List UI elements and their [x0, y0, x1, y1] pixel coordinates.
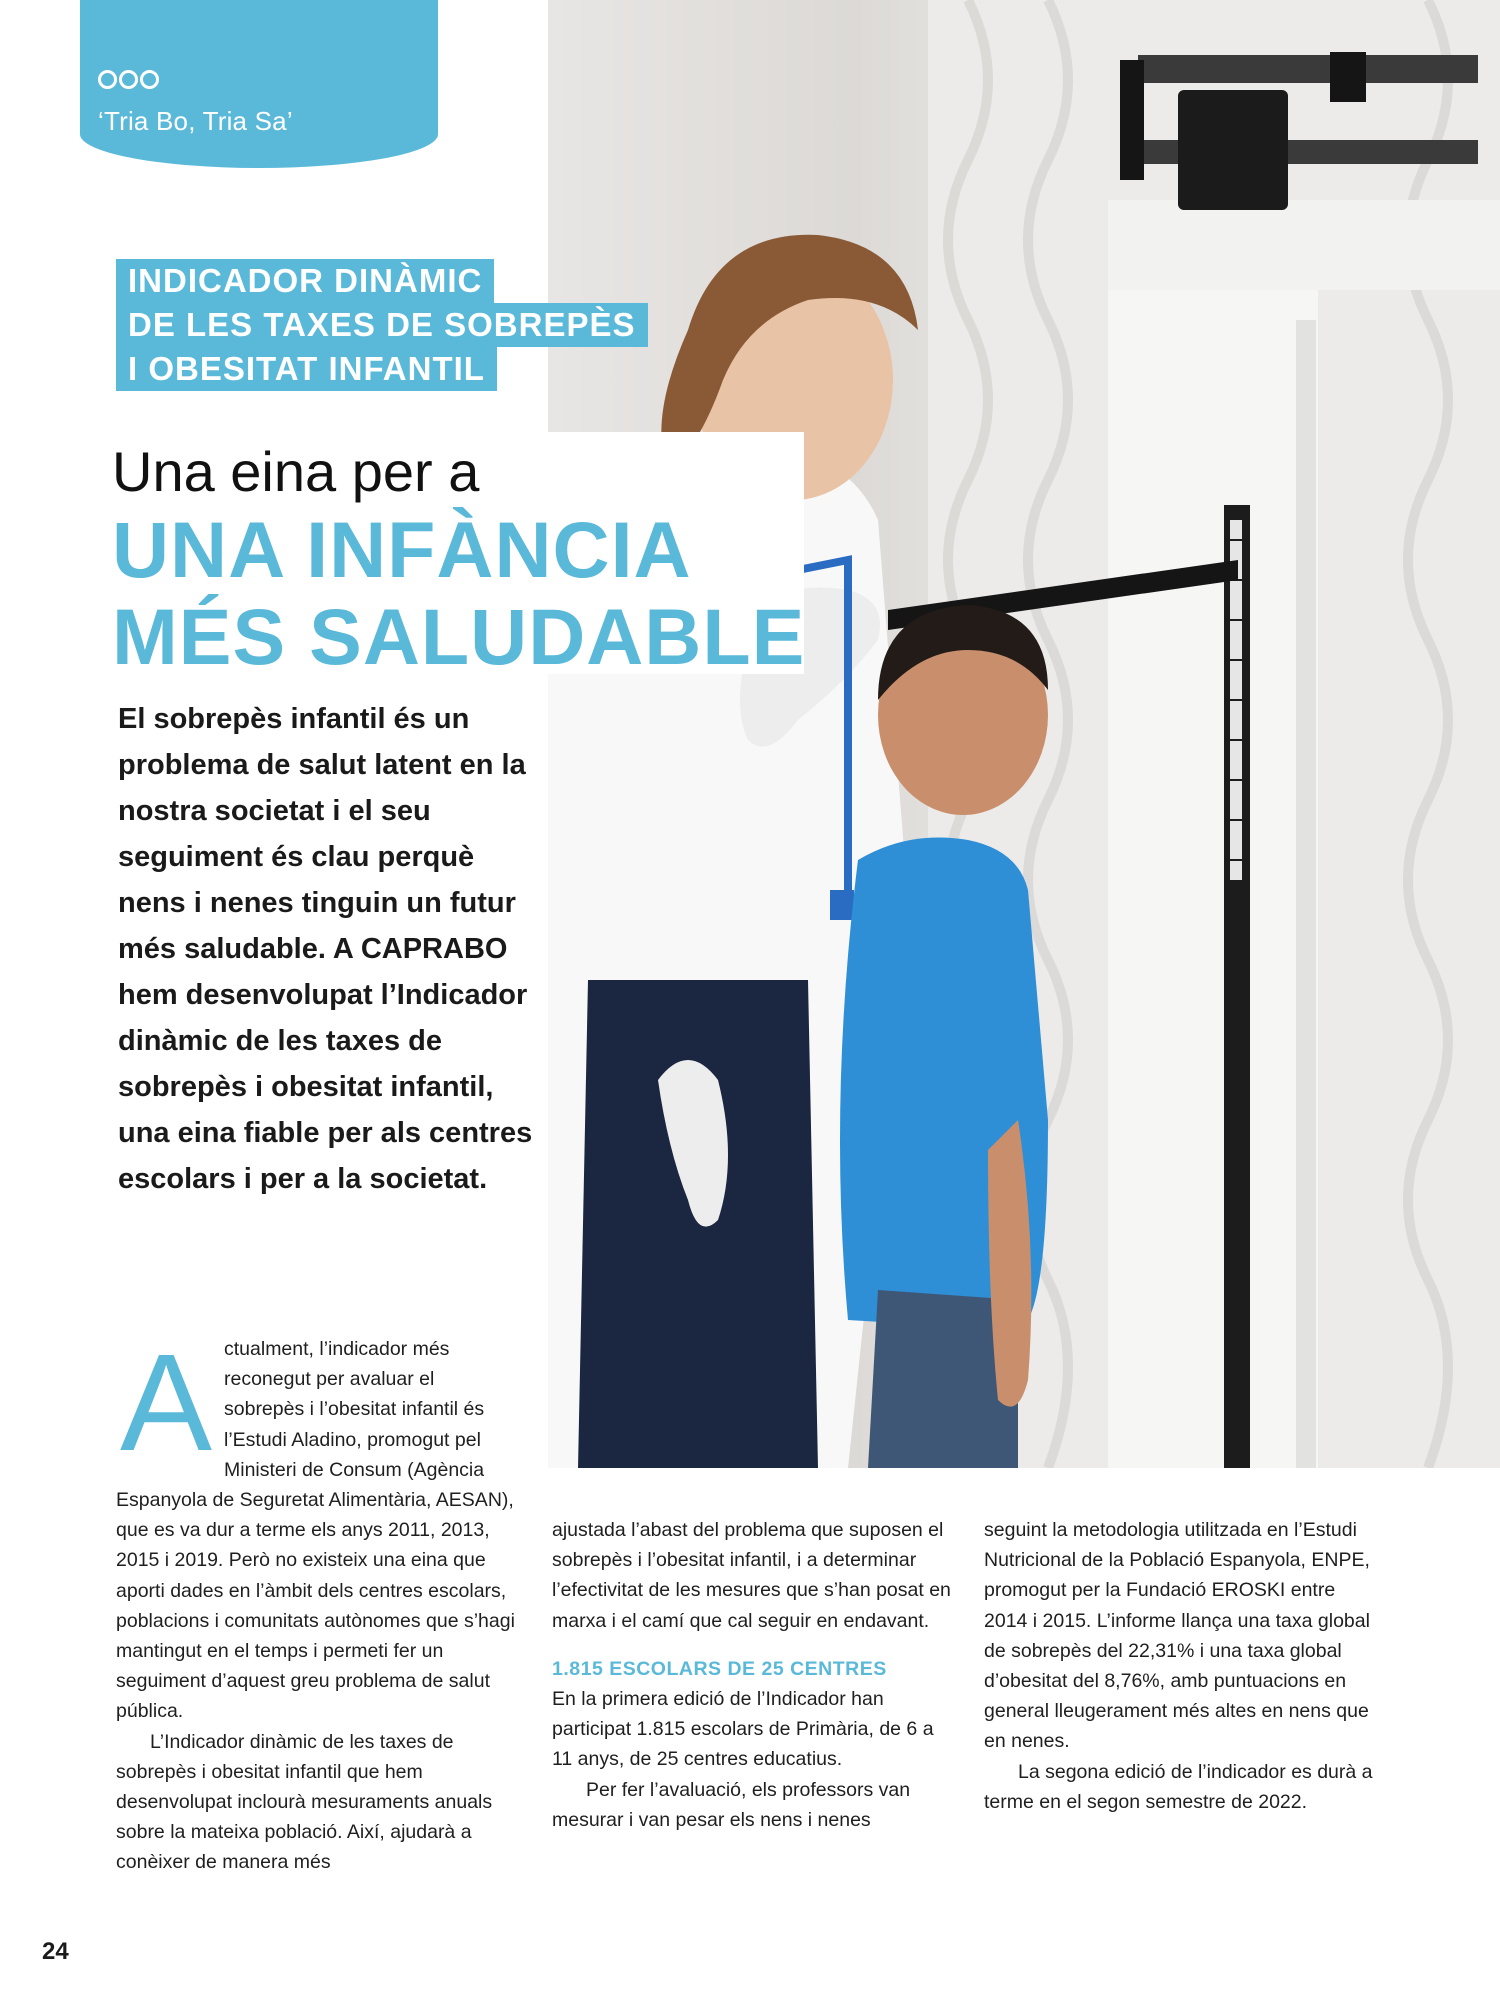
article-kicker: [116, 259, 648, 391]
headline-main: [112, 506, 805, 680]
body-paragraph: seguint la metodologia utilitzada en l’Estudi Nutricional de la Població Espanyola, ENPE, promogut per la Fundació EROSKI entre 2014 i 2015. L’informe llança una taxa global de sobrepès del 22,31% i una taxa global d’obesitat del 8,76%, amb puntuacions en general lleugerament més altes en nens que en nenes.: [984, 1519, 1370, 1753]
body-column-2: [552, 1515, 956, 1835]
section-subhead: 1.815 ESCOLARS DE 25 CENTRES: [552, 1657, 887, 1680]
headline-main-line: MÉS SALUDABLE: [112, 592, 806, 681]
hero-photo: [548, 0, 1500, 1468]
body-paragraph: ajustada l’abast del problema que suposen el sobrepès i l’obesitat infantil, i a determinar l’efectivitat de les mesures que s’han posat en marxa i el camí que cal seguir en endavant.: [552, 1519, 951, 1632]
kicker-line: I OBESITAT INFANTIL: [116, 347, 497, 391]
body-column-3: [984, 1515, 1376, 1817]
body-paragraph: L’Indicador dinàmic de les taxes de sobrepès i obesitat infantil que hem desenvolupat inclourà mesuraments anuals sobre la mateixa població. Així, ajudarà a conèixer de manera més: [116, 1730, 493, 1874]
headline-intro: Una eina per a: [112, 440, 480, 503]
three-circles-icon: [98, 70, 159, 89]
body-paragraph: ctualment, l’indicador més reconegut per avaluar el sobrepès i l’obesitat infantil és l’Estudi Aladino, promogut pel Ministeri de Consum (Agència Espanyola de Seguretat Alimentària, AESAN), que es va dur a terme els anys 2011, 2013, 2015 i 2019. Però no existeix una eina que aporti dades en l’àmbit dels centres escolars, poblacions i comunitats autònomes que s’hagi mantingut en el temps i permeti fer un seguiment d’aquest greu problema de salut pública.: [116, 1338, 515, 1723]
body-paragraph: En la primera edició de l’Indicador han participat 1.815 escolars de Primària, de 6 a 11 anys, de 25 centres educatius.: [552, 1688, 934, 1771]
body-paragraph: La segona edició de l’indicador es durà a terme en el segon semestre de 2022.: [984, 1760, 1373, 1813]
kicker-line: DE LES TAXES DE SOBREPÈS: [116, 303, 648, 347]
series-tab: [80, 0, 438, 168]
drop-cap: A: [119, 1326, 213, 1480]
lead-paragraph: El sobrepès infantil és un problema de salut latent en la nostra societat i el seu seguiment és clau perquè nens i nenes tinguin un futur més saludable. A CAPRABO hem desenvolupat l’Indicador dinàmic de les taxes de sobrepès i obesitat infantil, una eina fiable per als centres escolars i per a la societat.: [118, 703, 533, 1195]
body-column-1: [116, 1326, 518, 1878]
series-name: ‘Tria Bo, Tria Sa’: [98, 106, 293, 136]
page-number: 24: [42, 1938, 69, 1965]
body-paragraph: Per fer l’avaluació, els professors van mesurar i van pesar els nens i nenes: [552, 1778, 911, 1831]
kicker-line: INDICADOR DINÀMIC: [116, 259, 494, 303]
headline-main-line: UNA INFÀNCIA: [112, 505, 692, 594]
